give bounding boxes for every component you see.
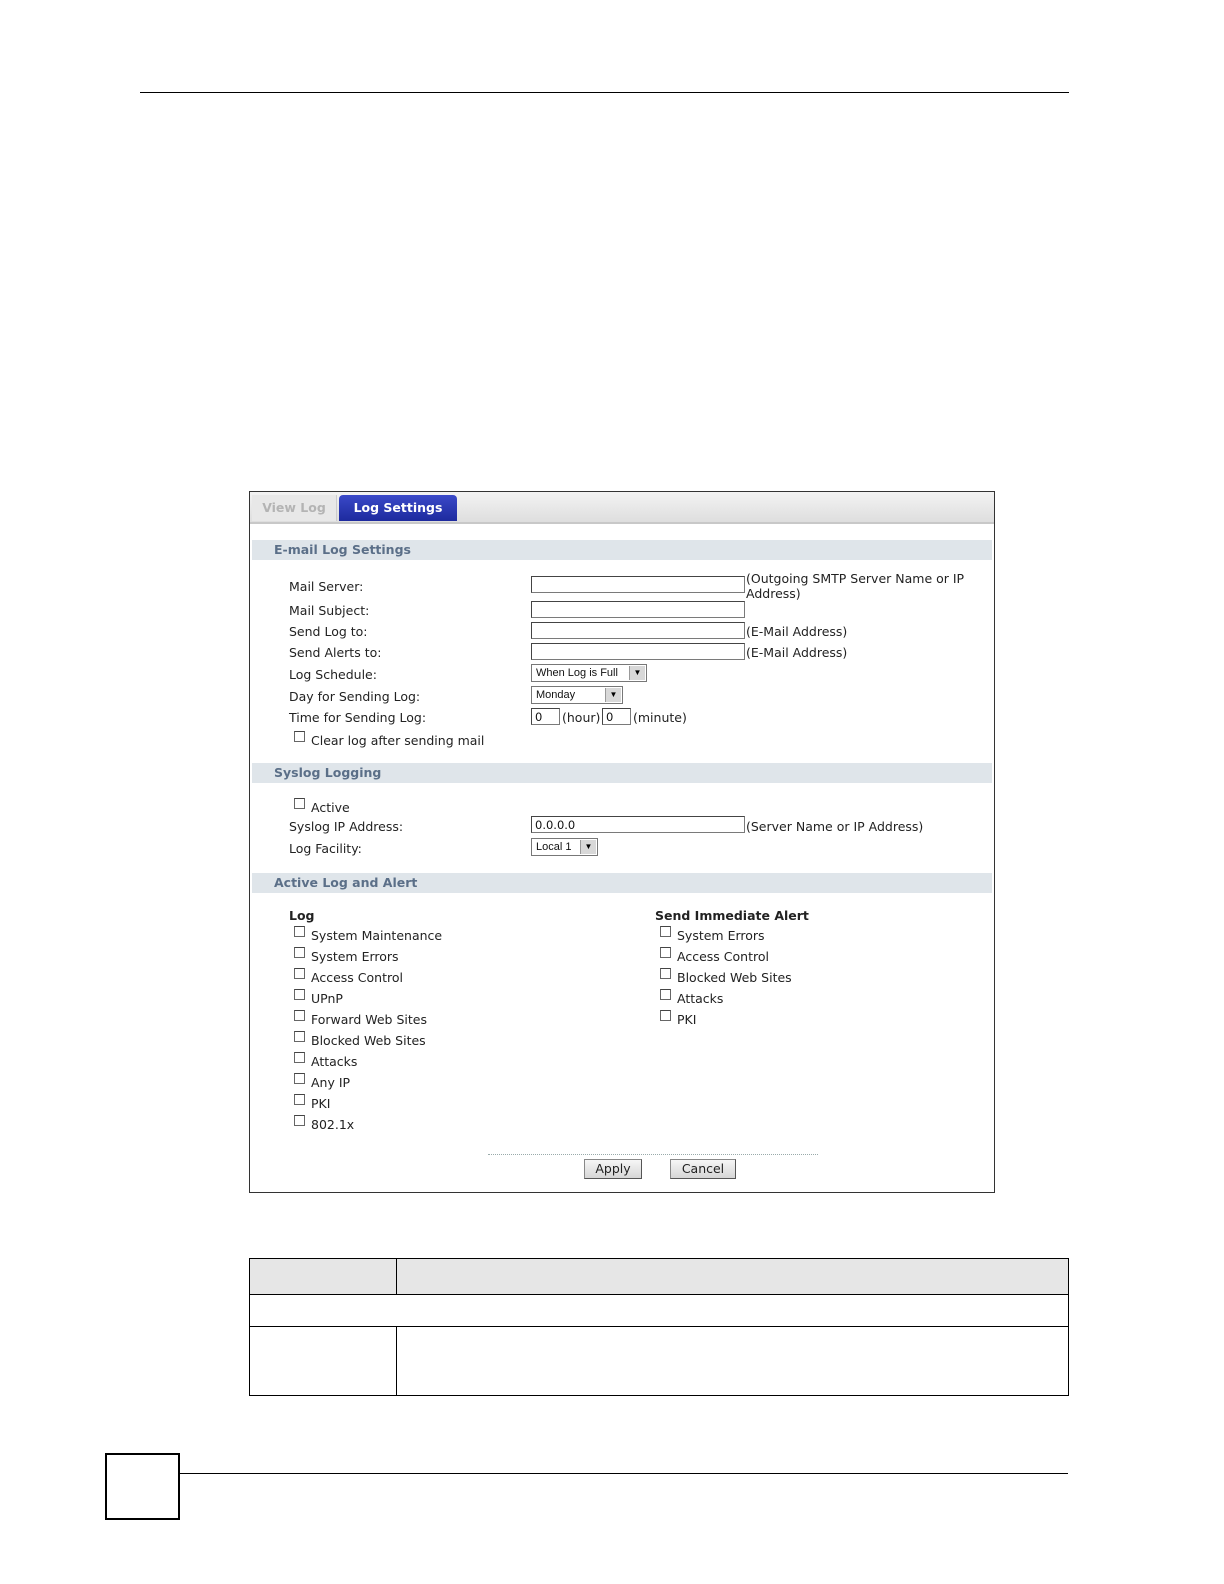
log-schedule-label: Log Schedule: [289, 667, 377, 682]
table-row-divider [250, 1326, 1068, 1327]
log-settings-panel [249, 491, 995, 1193]
tab-view-log[interactable]: View Log [252, 495, 337, 521]
alert-item-checkbox[interactable] [660, 947, 671, 958]
alert-item-label: Access Control [677, 949, 769, 964]
log-item-label: UPnP [311, 991, 343, 1006]
alert-item-checkbox[interactable] [660, 989, 671, 1000]
log-item-checkbox[interactable] [294, 1073, 305, 1084]
email-section-title: E-mail Log Settings [252, 540, 992, 560]
log-item-checkbox[interactable] [294, 968, 305, 979]
log-item-label: Any IP [311, 1075, 351, 1090]
syslog-active-label: Active [311, 800, 350, 815]
button-divider [488, 1154, 818, 1155]
day-for-sending-value: Monday [536, 689, 576, 701]
log-item-label: System Errors [311, 949, 399, 964]
log-item-label: PKI [311, 1096, 331, 1111]
alert-item-label: System Errors [677, 928, 765, 943]
footer-rule [178, 1473, 1068, 1474]
day-for-sending-label: Day for Sending Log: [289, 689, 421, 704]
hour-unit: (hour) [562, 710, 601, 725]
chevron-down-icon[interactable]: ▼ [629, 666, 645, 680]
chevron-down-icon[interactable]: ▼ [580, 840, 596, 854]
clear-log-label: Clear log after sending mail [311, 733, 485, 748]
day-for-sending-select[interactable] [531, 686, 623, 704]
syslog-ip-label: Syslog IP Address: [289, 819, 404, 834]
alert-item-checkbox[interactable] [660, 926, 671, 937]
tab-log-settings[interactable]: Log Settings [339, 495, 457, 521]
log-facility-label: Log Facility: [289, 841, 362, 856]
mail-server-hint: (Outgoing SMTP Server Name or IP Address) [746, 571, 965, 601]
log-item-label: Blocked Web Sites [311, 1033, 426, 1048]
time-for-sending-label: Time for Sending Log: [289, 710, 427, 725]
minute-input[interactable]: 0 [602, 708, 631, 725]
log-item-label: 802.1x [311, 1117, 355, 1132]
chevron-down-icon[interactable]: ▼ [605, 688, 621, 702]
log-item-checkbox[interactable] [294, 926, 305, 937]
send-alerts-to-hint: (E-Mail Address) [746, 645, 848, 660]
alert-item-checkbox[interactable] [660, 968, 671, 979]
log-item-checkbox[interactable] [294, 989, 305, 1000]
cancel-button[interactable]: Cancel [670, 1159, 736, 1179]
header-rule [140, 92, 1069, 93]
table-column-divider [396, 1326, 397, 1395]
table-header-row [250, 1259, 1068, 1295]
log-item-checkbox[interactable] [294, 1052, 305, 1063]
alert-item-label: Attacks [677, 991, 724, 1006]
syslog-active-checkbox[interactable] [294, 798, 305, 809]
log-schedule-select[interactable] [531, 664, 647, 682]
tab-bar [250, 492, 994, 524]
page-number-box [105, 1453, 180, 1520]
send-log-to-hint: (E-Mail Address) [746, 624, 848, 639]
send-alerts-to-label: Send Alerts to: [289, 645, 382, 660]
alert-section-title: Active Log and Alert [252, 873, 992, 893]
log-item-label: Attacks [311, 1054, 358, 1069]
log-column-header: Log [289, 908, 315, 923]
table-column-divider [396, 1259, 397, 1294]
log-facility-select[interactable] [531, 838, 598, 856]
log-item-checkbox[interactable] [294, 1094, 305, 1105]
minute-unit: (minute) [633, 710, 687, 725]
alert-item-label: Blocked Web Sites [677, 970, 792, 985]
log-item-checkbox[interactable] [294, 1031, 305, 1042]
send-alerts-to-input[interactable] [531, 643, 745, 660]
syslog-ip-hint: (Server Name or IP Address) [746, 819, 924, 834]
hour-input[interactable]: 0 [531, 708, 560, 725]
syslog-ip-input[interactable]: 0.0.0.0 [531, 816, 745, 833]
clear-log-checkbox[interactable] [294, 731, 305, 742]
mail-subject-input[interactable] [531, 601, 745, 618]
log-item-label: Forward Web Sites [311, 1012, 427, 1027]
log-item-checkbox[interactable] [294, 1010, 305, 1021]
send-log-to-label: Send Log to: [289, 624, 368, 639]
mail-server-label: Mail Server: [289, 579, 364, 594]
send-log-to-input[interactable] [531, 622, 745, 639]
log-schedule-value: When Log is Full [536, 667, 618, 679]
apply-button[interactable]: Apply [584, 1159, 642, 1179]
log-item-checkbox[interactable] [294, 947, 305, 958]
mail-subject-label: Mail Subject: [289, 603, 370, 618]
alert-column-header: Send Immediate Alert [655, 908, 809, 923]
alert-item-checkbox[interactable] [660, 1010, 671, 1021]
log-item-label: System Maintenance [311, 928, 443, 943]
syslog-section-title: Syslog Logging [252, 763, 992, 783]
log-item-label: Access Control [311, 970, 403, 985]
log-facility-value: Local 1 [536, 841, 572, 853]
log-item-checkbox[interactable] [294, 1115, 305, 1126]
alert-item-label: PKI [677, 1012, 697, 1027]
description-table [249, 1258, 1069, 1396]
mail-server-input[interactable] [531, 576, 745, 593]
